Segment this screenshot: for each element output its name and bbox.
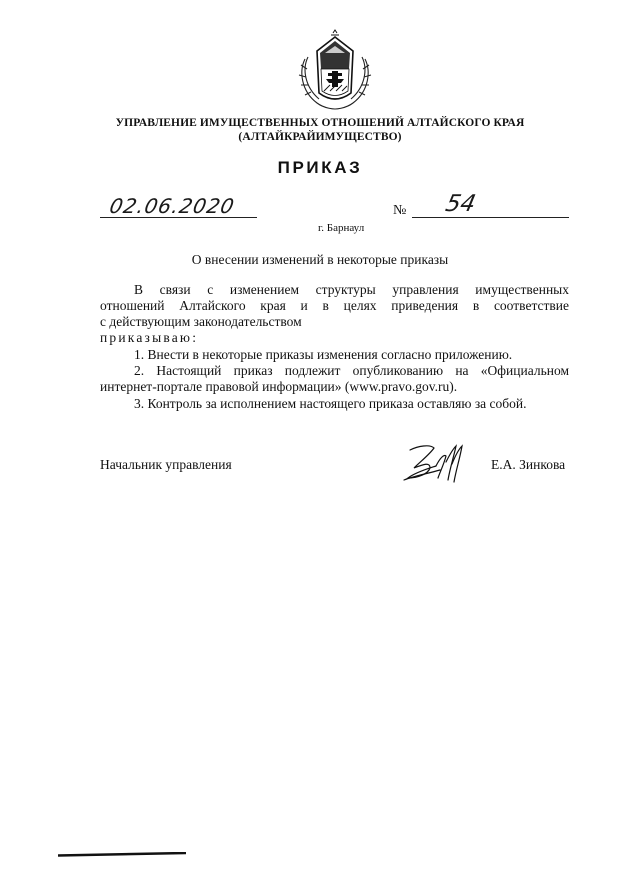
preamble-line: с действующим законодательством	[100, 314, 302, 329]
coat-of-arms-icon	[293, 29, 377, 113]
document-type-title: ПРИКАЗ	[277, 158, 363, 177]
organization-name: УПРАВЛЕНИЕ ИМУЩЕСТВЕННЫХ ОТНОШЕНИЙ АЛТАЙСКОГО КРАЯ	[115, 117, 525, 129]
city-label: г. Барнаул	[318, 222, 365, 234]
order-item-3: 3. Контроль за исполнением настоящего приказа оставляю за собой.	[134, 396, 527, 411]
order-subject: О внесении изменений в некоторые приказы	[191, 252, 449, 267]
handwritten-signature-icon	[400, 440, 470, 484]
number-sign: №	[393, 203, 407, 218]
signatory-name: Е.А. Зинкова	[491, 457, 566, 472]
order-number: 54	[443, 191, 479, 217]
preamble-line: В связи с изменением структуры управления имущественных	[134, 282, 569, 297]
order-word: приказываю:	[100, 330, 199, 345]
order-date: 02.06.2020	[107, 194, 238, 218]
scan-edge-mark	[58, 852, 186, 857]
order-item-1: 1. Внести в некоторые приказы изменения согласно приложению.	[134, 347, 513, 362]
signatory-position: Начальник управления	[100, 457, 232, 472]
number-underline	[412, 217, 569, 218]
order-item-2-continuation: интернет-портале правовой информации» (www.pravo.gov.ru).	[100, 379, 458, 394]
preamble-line: отношений Алтайского края и в целях приведения в соответствие	[100, 298, 569, 313]
order-item-2: 2. Настоящий приказ подлежит опубликованию на «Официальном	[134, 363, 569, 378]
organization-short-name: (АЛТАЙКРАЙИМУЩЕСТВО)	[238, 131, 402, 143]
date-underline	[100, 217, 257, 218]
